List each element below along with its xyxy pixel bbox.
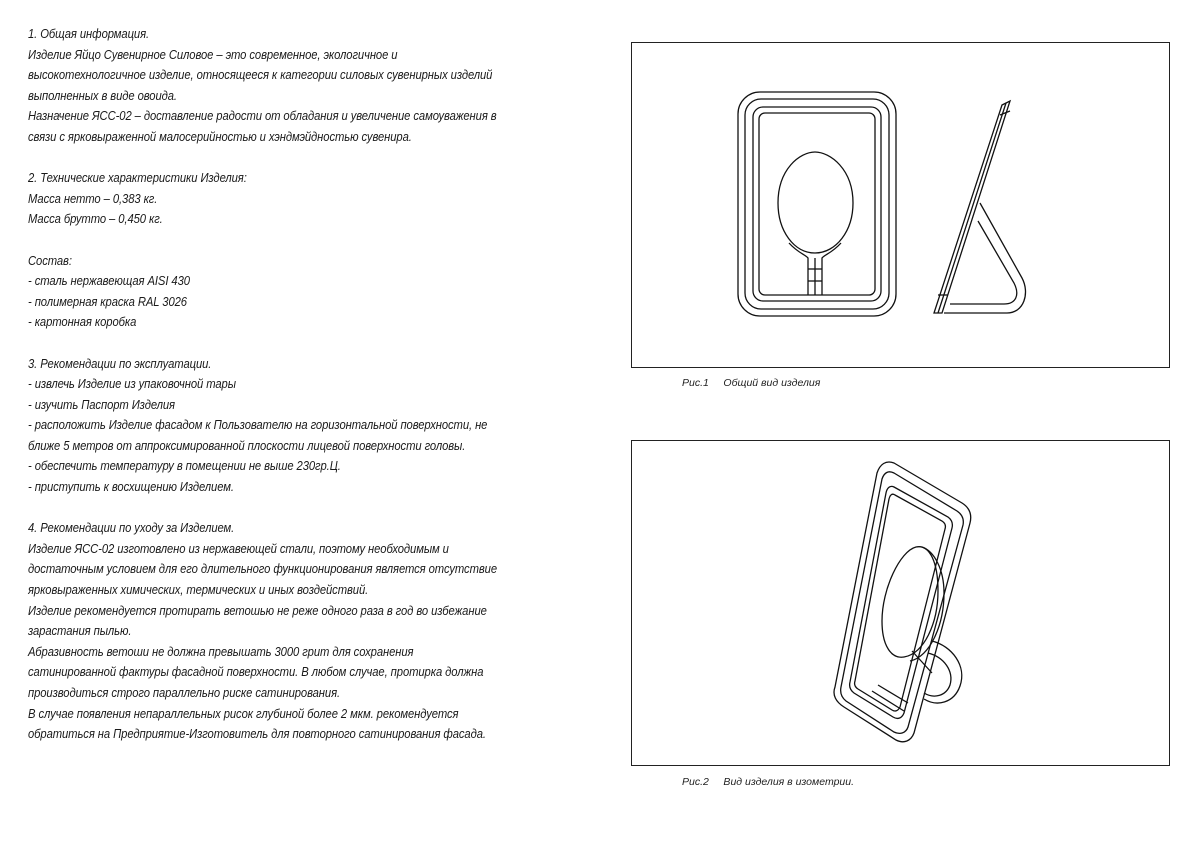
- text-line: В случае появления непараллельных рисок глубиной более 2 мкм. рекомендуется: [28, 706, 459, 721]
- text-line: 3. Рекомендации по эксплуатации.: [28, 356, 212, 371]
- egg-outline: [882, 547, 938, 658]
- text-line: выполненных в виде овоида.: [28, 88, 177, 103]
- text-line: Изделие Яйцо Сувенирное Силовое – это современное, экологичное и: [28, 47, 398, 62]
- side-panel-midline: [938, 103, 1006, 313]
- text-line: - полимерная краска RAL 3026: [28, 294, 187, 309]
- text-line: - расположить Изделие фасадом к Пользователю на горизонтальной поверхности, не: [28, 418, 488, 433]
- section-care-recommendations: [28, 518, 532, 745]
- frame-outer-outline: [738, 92, 896, 316]
- section-tech-specs: [28, 168, 532, 230]
- text-line: 2. Технические характеристики Изделия:: [28, 171, 247, 186]
- frame-inner-border: [759, 113, 875, 295]
- text-line: - сталь нержавеющая AISI 430: [28, 274, 190, 289]
- text-line: 4. Рекомендации по уходу за Изделием.: [28, 521, 235, 536]
- frame-inner-border: [855, 494, 946, 711]
- text-line: связи с ярковыраженной малосерийностью и хэндмэйдностью сувенира.: [28, 129, 412, 144]
- isometric-view-drawing: [632, 441, 1169, 765]
- frame-outer-inner-outline: [745, 99, 889, 309]
- text-line: Состав:: [28, 253, 72, 268]
- section-usage-recommendations: [28, 354, 532, 498]
- egg-outline: [778, 152, 853, 253]
- text-line: Изделие ЯСС-02 изготовлено из нержавеющей стали, поэтому необходимым и: [28, 541, 449, 556]
- text-line: высокотехнологичное изделие, относящееся к категории силовых сувенирных изделий: [28, 68, 493, 83]
- text-line: - обеспечить температуру в помещении не выше 230гр.Ц.: [28, 459, 341, 474]
- text-line: - картонная коробка: [28, 315, 137, 330]
- text-line: ярковыраженных химических, термических и иных воздействий.: [28, 583, 369, 598]
- frame-inner-outline: [753, 107, 881, 301]
- section-general-info: [28, 24, 532, 148]
- text-line: производиться строго параллельно риске сатинирования.: [28, 686, 341, 700]
- text-line: Масса брутто – 0,450 кг.: [28, 212, 163, 227]
- side-panel-top-cap: [1000, 111, 1010, 115]
- figure-2-caption: Рис.2 Вид изделия в изометрии.: [682, 776, 855, 788]
- text-line: обратиться на Предприятие-Изготовитель для повторного сатинирования фасада.: [28, 727, 486, 742]
- front-side-view-drawing: [632, 43, 1169, 367]
- text-line: достаточным условием для его длительного функционирования является отсутствие: [28, 562, 497, 577]
- stand-disc-inner: [924, 653, 951, 696]
- frame-outer-inner-outline: [841, 472, 964, 734]
- document-text: [28, 24, 532, 765]
- text-line: зарастания пылью.: [28, 624, 132, 639]
- text-line: - изучить Паспорт Изделия: [28, 397, 175, 412]
- text-line: сатинированной фактуры фасадной поверхности. В любом случае, протирка должна: [28, 665, 484, 680]
- text-line: ближе 5 метров от аппроксимированной плоскости лицевой поверхности головы.: [28, 438, 466, 453]
- figure-1-general-view: [631, 42, 1170, 368]
- text-line: Изделие рекомендуется протирать ветошью не реже одного раза в год во избежание: [28, 603, 487, 618]
- text-line: Абразивность ветоши не должна превышать 3000 грит для сохранения: [28, 644, 414, 659]
- text-line: Назначение ЯСС-02 – доставление радости от обладания и увеличение самоуважения в: [28, 109, 497, 124]
- frame-bottom-detail: [872, 651, 932, 711]
- figure-1-caption: Рис.1 Общий вид изделия: [682, 377, 821, 389]
- text-line: - извлечь Изделие из упаковочной тары: [28, 377, 236, 392]
- section-composition: [28, 251, 532, 333]
- text-line: - приступить к восхищению Изделием.: [28, 480, 234, 495]
- text-line: 1. Общая информация.: [28, 27, 150, 41]
- text-line: Масса нетто – 0,383 кг.: [28, 191, 158, 206]
- figure-2-isometric-view: [631, 440, 1170, 766]
